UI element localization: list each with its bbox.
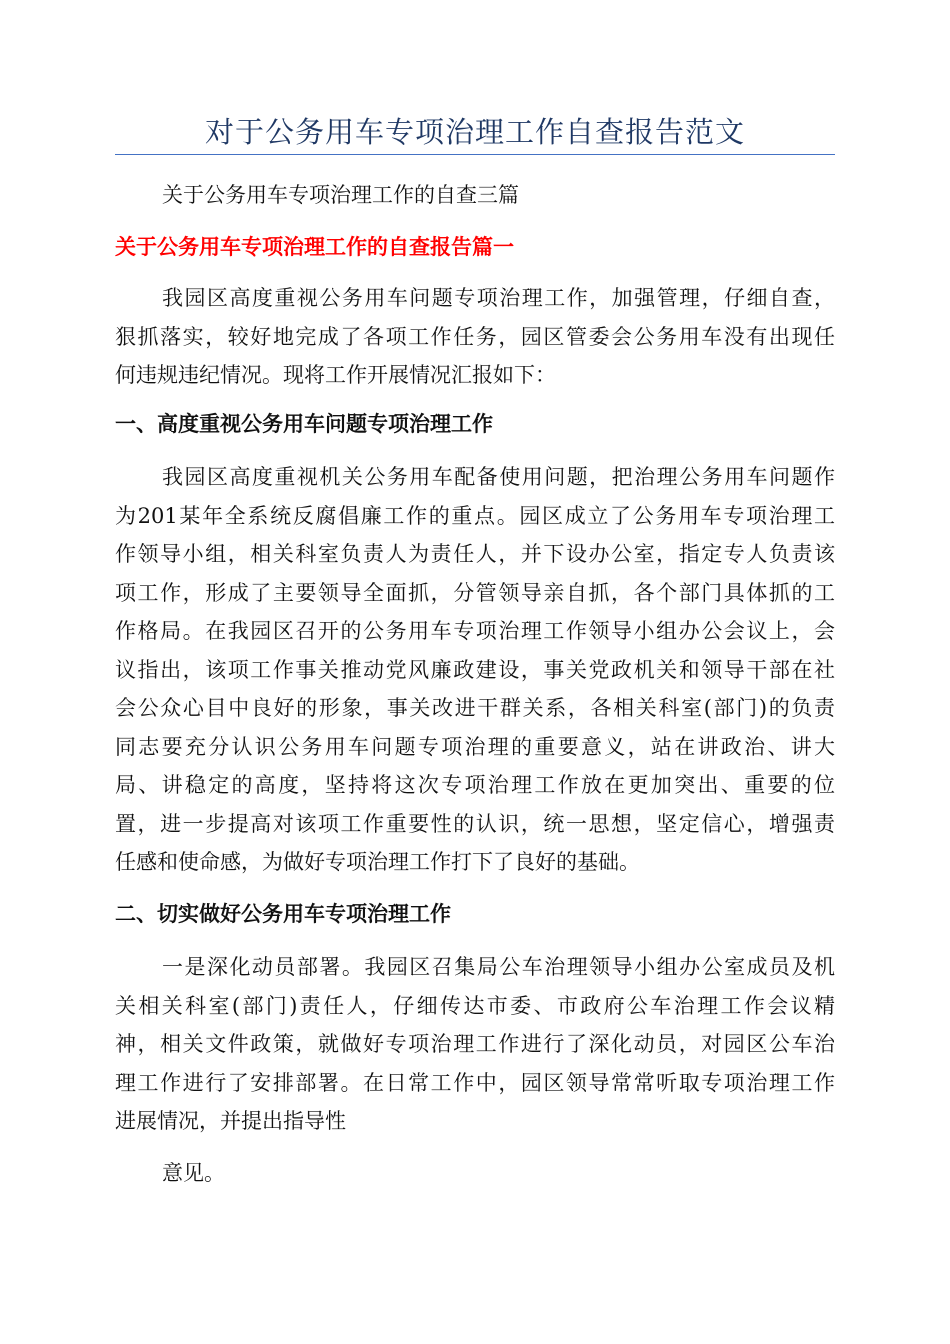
section-one-line: 我园区高度重视机关公务用车配备使用问题，把治理公务用车问题作 <box>162 465 835 489</box>
intro-line: 何违规违纪情况。现将工作开展情况汇报如下： <box>115 363 556 387</box>
section-two-heading: 二、切实做好公务用车专项治理工作 <box>115 902 451 926</box>
section-two-paragraph <box>115 948 835 1141</box>
section-one-paragraph <box>115 458 835 882</box>
section-one-line: 项工作，形成了主要领导全面抓，分管领导亲自抓，各个部门具体抓的工 <box>115 580 835 605</box>
document-title: 对于公务用车专项治理工作自查报告范文 <box>204 115 745 149</box>
section-two-line: 关相关科室(部门)责任人，仔细传达市委、市政府公车治理工作会议精 <box>115 993 835 1018</box>
closing-paragraph <box>115 1154 835 1193</box>
part-one-heading: 关于公务用车专项治理工作的自查报告篇一 <box>115 235 514 259</box>
section-one-line: 同志要充分认识公务用车问题专项治理的重要意义，站在讲政治、讲大 <box>115 734 835 759</box>
section-two-line: 进展情况，并提出指导性 <box>115 1109 346 1133</box>
section-one-line: 局、讲稳定的高度，坚持将这次专项治理工作放在更加突出、重要的位 <box>115 773 835 797</box>
intro-line: 狠抓落实，较好地完成了各项工作任务，园区管委会公务用车没有出现任 <box>115 324 835 349</box>
section-one-line: 任感和使命感，为做好专项治理工作打下了良好的基础。 <box>115 850 640 874</box>
document-subtitle: 关于公务用车专项治理工作的自查三篇 <box>162 183 519 207</box>
section-one-line: 会公众心目中良好的形象，事关改进干群关系，各相关科室(部门)的负责 <box>115 696 835 720</box>
intro-paragraph <box>115 279 835 395</box>
section-one-line: 置，进一步提高对该项工作重要性的认识，统一思想，坚定信心，增强责 <box>115 811 835 836</box>
section-one-line: 作领导小组，相关科室负责人为责任人，并下设办公室，指定专人负责该 <box>115 542 835 566</box>
section-one-heading: 一、高度重视公务用车问题专项治理工作 <box>115 412 493 436</box>
section-one-line: 为201某年全系统反腐倡廉工作的重点。园区成立了公务用车专项治理工 <box>115 503 835 528</box>
intro-line: 我园区高度重视公务用车问题专项治理工作，加强管理，仔细自查， <box>162 286 835 310</box>
title-underline <box>115 154 835 155</box>
section-one-line: 作格局。在我园区召开的公务用车专项治理工作领导小组办公会议上，会 <box>115 619 835 643</box>
section-two-line: 理工作进行了安排部署。在日常工作中，园区领导常常听取专项治理工作 <box>115 1070 835 1095</box>
section-two-line: 神，相关文件政策，就做好专项治理工作进行了深化动员，对园区公车治 <box>115 1032 835 1056</box>
section-two-line: 一是深化动员部署。我园区召集局公车治理领导小组办公室成员及机 <box>162 955 835 979</box>
section-one-line: 议指出，该项工作事关推动党风廉政建设，事关党政机关和领导干部在社 <box>115 657 835 682</box>
closing-line: 意见。 <box>162 1161 225 1185</box>
